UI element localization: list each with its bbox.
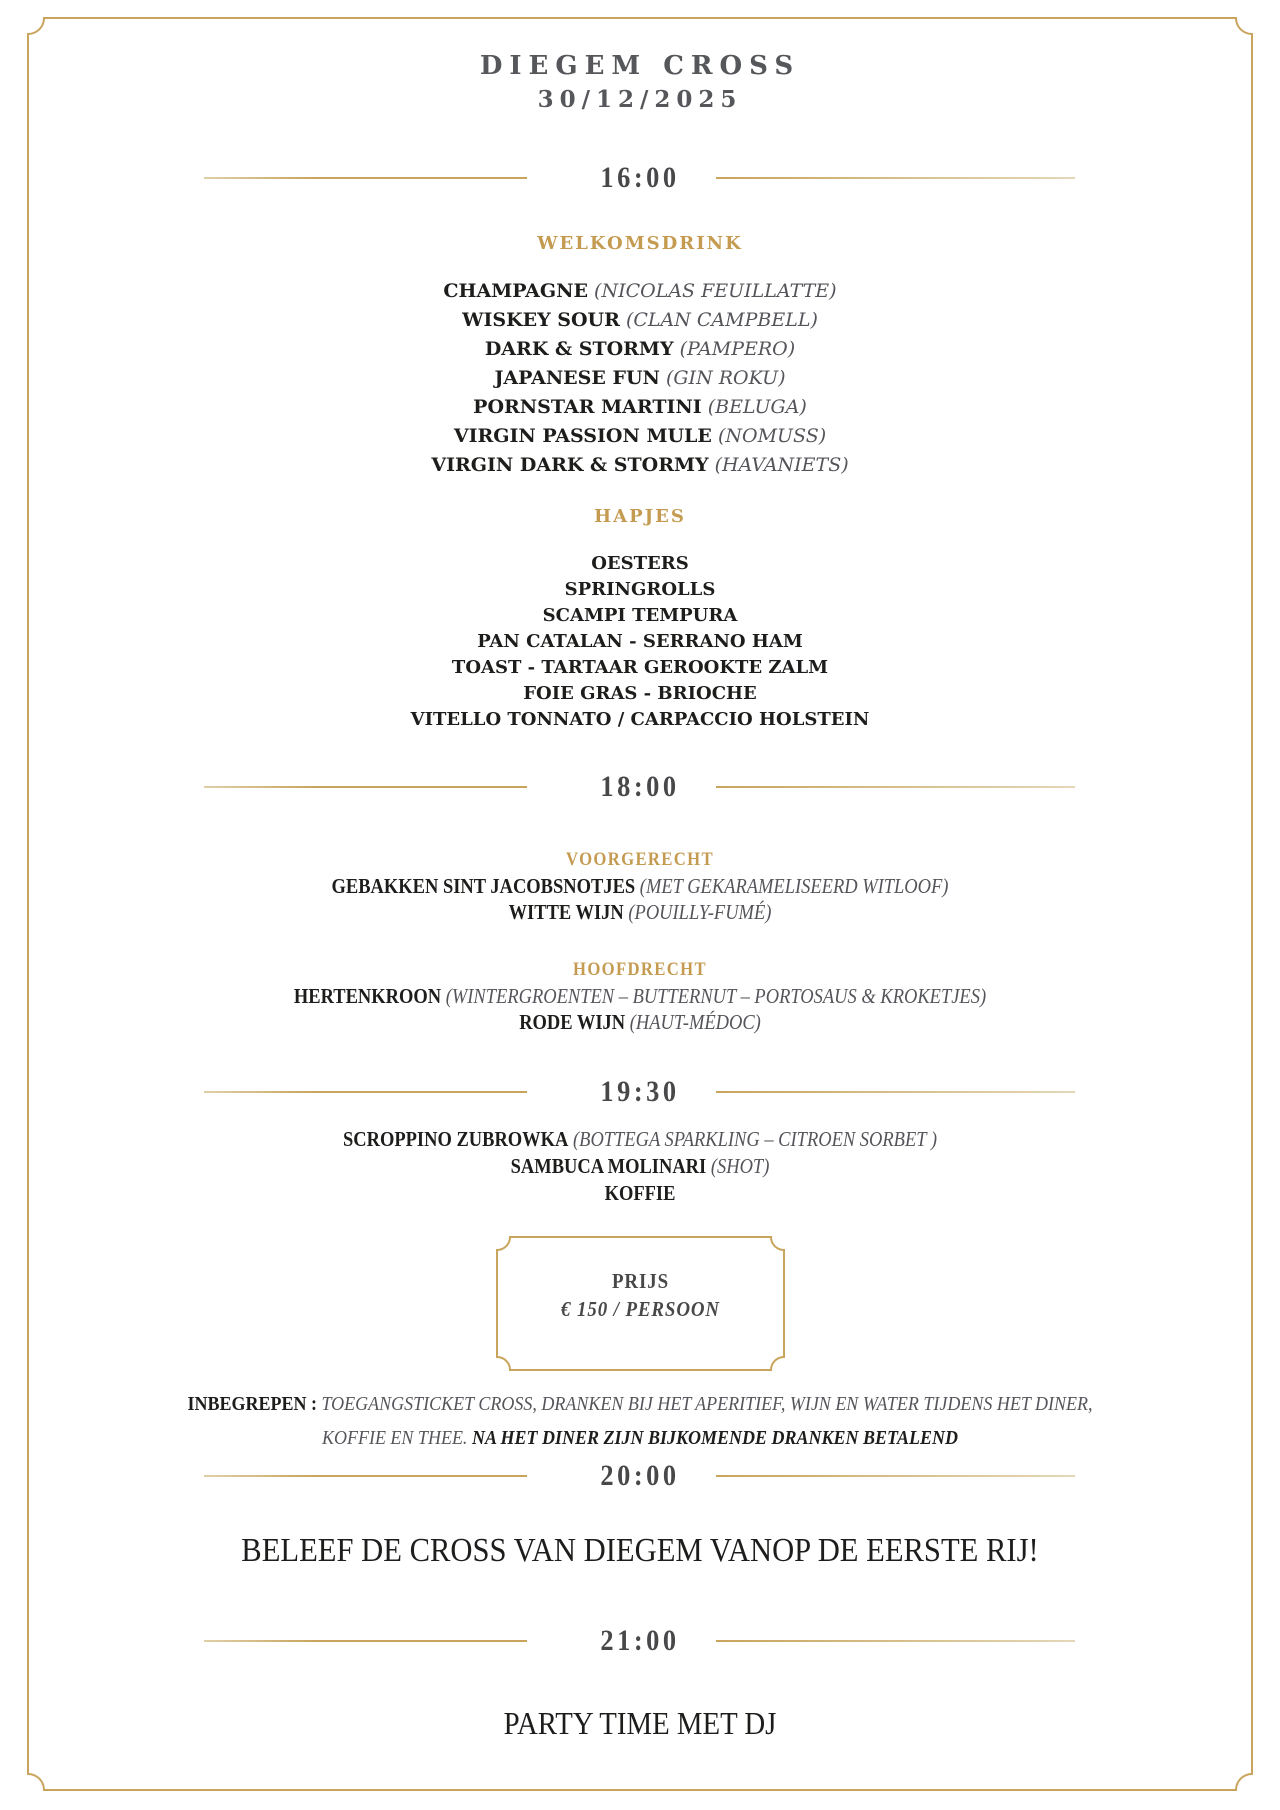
- section-heading-voorgerecht: VOORGERECHT: [566, 849, 714, 870]
- menu-item: VIRGIN PASSION MULE (NOMUSS): [453, 425, 827, 447]
- divider-line-right: [716, 1091, 1075, 1093]
- menu-item: VIRGIN DARK & STORMY (HAVANIETS): [431, 454, 849, 476]
- menu-item: FOIE GRAS - BRIOCHE: [523, 683, 757, 704]
- hapjes-list: [0, 551, 1280, 733]
- menu-item: HERTENKROON (WINTERGROENTEN – BUTTERNUT – PORTOSAUS & KROKETJES): [293, 984, 987, 1008]
- menu-item: WISKEY SOUR (CLAN CAMPBELL): [462, 309, 818, 331]
- cross-message: BELEEF DE CROSS VAN DIEGEM VANOP DE EERSTE RIJ!: [241, 1532, 1039, 1569]
- divider-line-right: [716, 1640, 1075, 1642]
- menu-item: SCROPPINO ZUBROWKA (BOTTEGA SPARKLING – CITROEN SORBET ): [343, 1127, 937, 1151]
- price-box: [495, 1235, 786, 1372]
- menu-item: SAMBUCA MOLINARI (SHOT): [510, 1154, 770, 1178]
- welkomsdrink-list: [0, 277, 1280, 480]
- time-label: 18:00: [600, 770, 680, 803]
- menu-item: OESTERS: [591, 553, 689, 574]
- included-note: [64, 1387, 1216, 1455]
- menu-item: TOAST - TARTAAR GEROOKTE ZALM: [451, 657, 829, 678]
- menu-item: VITELLO TONNATO / CARPACCIO HOLSTEIN: [410, 709, 870, 730]
- time-divider-dessert: [0, 1072, 1280, 1112]
- section-heading-hapjes: HAPJES: [594, 506, 686, 527]
- section-heading-welkomsdrink: WELKOMSDRINK: [537, 233, 743, 254]
- course-hoofdrecht: [0, 957, 1280, 1035]
- divider-line-left: [204, 786, 527, 788]
- divider-line-right: [716, 1475, 1075, 1477]
- included-line-1: INBEGREPEN : TOEGANGSTICKET CROSS, DRANKEN BIJ HET APERITIEF, WIJN EN WATER TIJDENS HET DINER,: [187, 1393, 1093, 1415]
- menu-item: SPRINGROLLS: [564, 579, 716, 600]
- price-label: PRIJS: [611, 1269, 669, 1293]
- time-divider-party: [0, 1621, 1280, 1661]
- divider-line-left: [204, 1640, 527, 1642]
- time-divider-dinner: [0, 767, 1280, 807]
- time-label: 19:30: [600, 1075, 680, 1108]
- section-heading-hoofdrecht: HOOFDRECHT: [573, 959, 707, 980]
- party-message: PARTY TIME MET DJ: [503, 1705, 777, 1741]
- menu-item: CHAMPAGNE (NICOLAS FEUILLATTE): [443, 280, 837, 302]
- menu-item: KOFFIE: [604, 1181, 676, 1205]
- divider-line-left: [204, 1091, 527, 1093]
- menu-item: JAPANESE FUN (GIN ROKU): [494, 367, 786, 389]
- time-divider-aperitif: [0, 158, 1280, 198]
- menu-item: SCAMPI TEMPURA: [542, 605, 738, 626]
- menu-item: PORNSTAR MARTINI (BELUGA): [473, 396, 807, 418]
- divider-line-right: [716, 786, 1075, 788]
- included-label: INBEGREPEN :: [187, 1393, 317, 1415]
- dessert-list: [0, 1126, 1280, 1207]
- menu-item: RODE WIJN (HAUT-MÉDOC): [519, 1010, 761, 1034]
- page-title: DIEGEM CROSS: [479, 51, 801, 81]
- time-label: 16:00: [600, 161, 680, 194]
- time-divider-cross: [0, 1456, 1280, 1496]
- divider-line-right: [716, 177, 1075, 179]
- divider-line-left: [204, 177, 527, 179]
- menu-item: GEBAKKEN SINT JACOBSNOTJES (MET GEKARAMELISEERD WITLOOF): [331, 874, 949, 898]
- price-value: € 150 / PERSOON: [560, 1297, 720, 1321]
- menu-item: WITTE WIJN (POUILLY-FUMÉ): [508, 900, 772, 924]
- time-label: 21:00: [600, 1624, 680, 1657]
- included-bold-note: NA HET DINER ZIJN BIJKOMENDE DRANKEN BETALEND: [471, 1427, 959, 1449]
- course-voorgerecht: [0, 847, 1280, 925]
- menu-item: DARK & STORMY (PAMPERO): [484, 338, 796, 360]
- menu-item: PAN CATALAN - SERRANO HAM: [477, 631, 803, 652]
- included-line-2: KOFFIE EN THEE. NA HET DINER ZIJN BIJKOMENDE DRANKEN BETALEND: [321, 1427, 959, 1449]
- divider-line-left: [204, 1475, 527, 1477]
- event-date: 30/12/2025: [537, 86, 743, 113]
- time-label: 20:00: [600, 1459, 680, 1492]
